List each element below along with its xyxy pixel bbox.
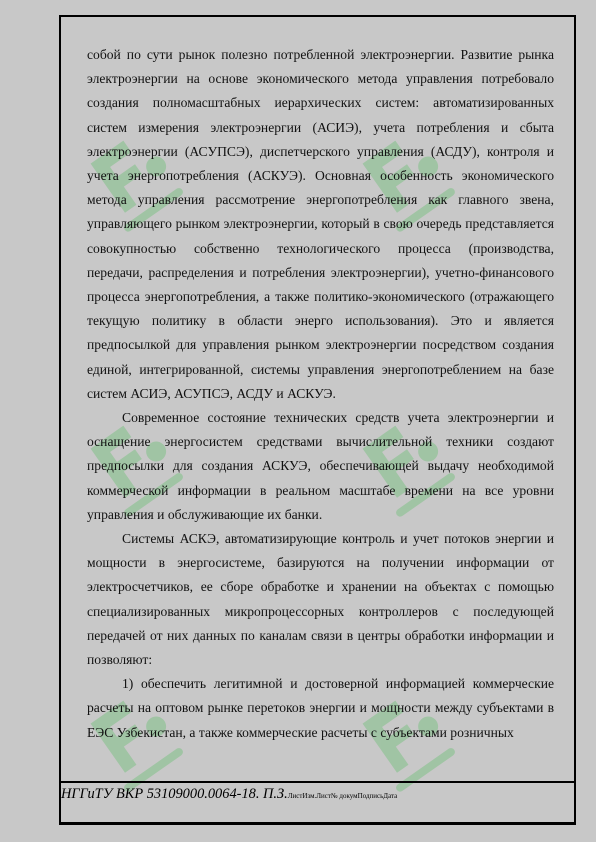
stamp-divider [61,781,574,783]
title-block-stamp [61,785,574,823]
paragraph-1: собой по сути рынок полезно потребленной электроэнергии. Развитие рынка электроэнергии на основе экономического метода управления потребовало создания полномасштабных иерархических систем: автоматизированных систем измерения электроэнергии (АСИЭ), учета потребления и сбыта электроэнергии (АСУПСЭ), диспетчерского управления (АСДУ), контроля и учета энергопотребления (АСКУЭ). Основная особенность экономического метода управления рассмотрение энергопотребления как главного звена, управляющего рынком электроэнергии, который в свою очередь представляется совокупностью собственно технологического процесса (производства, передачи, распределения и потребления электроэнергии), учетно-финансового процесса энергопотребления, а также политико-экономического (отражающего текущую политику в области энерго использования). Это и является предпосылкой для управления рынком электроэнергии посредством создания единой, интегрированной, системы управления энергопотреблением на базе систем АСИЭ, АСУПСЭ, АСДУ и АСКУЭ. [87,47,554,401]
paragraph-4: 1) обеспечить легитимной и достоверной информацией коммерческие расчеты на оптовом рынке перетоков энергии и мощности между субъектами в ЕЭС Узбекистан, а также коммерческие расчеты с субъектами розничных [87,676,554,740]
stamp-column-labels: ЛистИзм.Лист№ докумПодписьДата [287,792,398,800]
document-page [59,15,576,825]
paragraph-3: Системы АСКЭ, автоматизирующие контроль и учет потоков энергии и мощности в энергосистеме, базируются на получении информации от электросчетчиков, ее сборе обработке и хранении на объектах с помощью специализированных микропроцессорных контроллеров с последующей передачей от них данных по каналам связи в центры обработки информации и позволяют: [87,531,554,668]
paragraph-2: Современное состояние технических средств учета электроэнергии и оснащение энергосистем средствами вычислительной техники создают предпосылки для создания АСКУЭ, обеспечивающей выдачу необходимой коммерческой информации в реальном масштабе времени на все уровни управления и обслуживающие их банки. [87,410,554,522]
body-text [87,43,554,745]
document-code: НГГиТУ ВКР 53109000.0064-18. П.З. [61,786,288,802]
stamp-bottom-divider [61,822,574,823]
